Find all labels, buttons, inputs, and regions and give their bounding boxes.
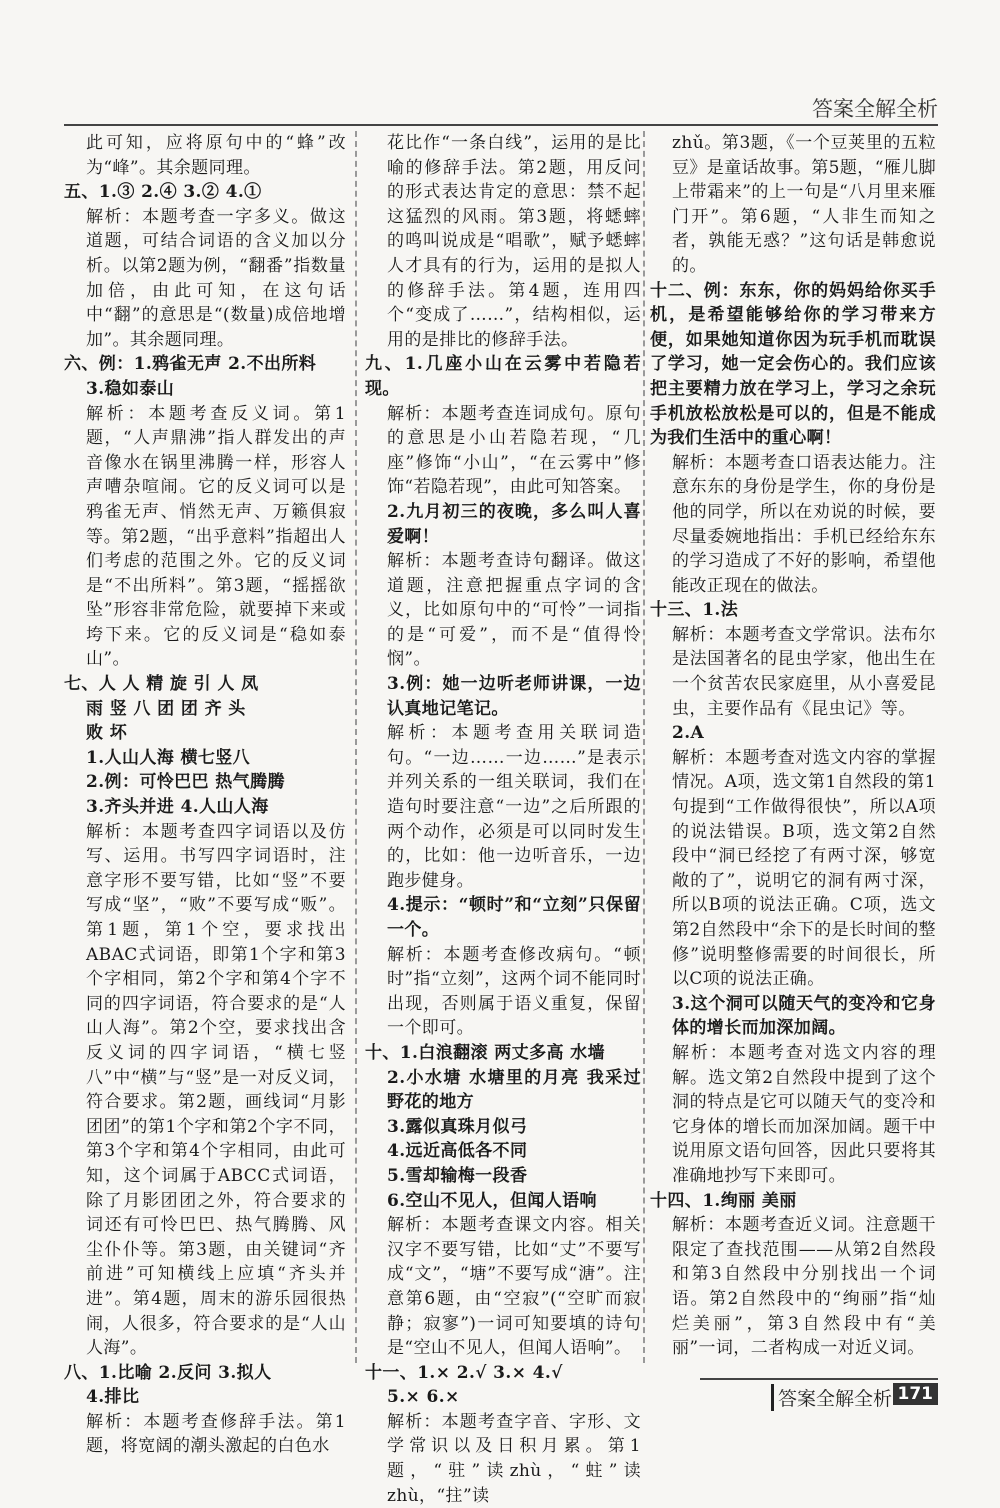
explanation-paragraph: 解析：本题考查四字词语以及仿写、运用。书写四字词语时，注意字形不要写错，比如“竖”不要写成“坚”，“败”不要写成“贩”。第1题，第1个空，要求找出ABAC式词语，即第1个字和第3个字相同，第2个字和第4个字不同的四字词语，符合要求的是“人山人海”。第2个空，要求找出含反义词的四字词语，“横七竖八”中“横”与“竖”是一对反义词，符合要求。第2题，画线词“月影团团”的第1个字和第2个字不同，第3个字和第4个字相同，由此可知，这个词属于ABCC式词语，除了月影团团之外，符合要求的词还有可怜巴巴、热气腾腾、风尘仆仆等。第3题，由关键词“齐前进”可知横线上应填“齐头并进”。第4题，周末的游乐园很热闹，人很多，符合要求的是“人山人海”。: [86, 821, 346, 1359]
answer-column-2: [365, 131, 641, 1508]
explanation-paragraph: zhǔ。第3题，《一个豆荚里的五粒豆》是童话故事。第5题，“雁儿脚上带霜来”的上一句是“八月里来雁门开”。第6题，“人非生而知之者，孰能无惑？”这句话是韩愈说的。: [672, 133, 936, 276]
answer-item: 五、1.③ 2.④ 3.② 4.①: [64, 182, 262, 203]
explanation-paragraph: 解析：本题考查连词成句。原句的意思是小山若隐若现，“几座”修饰“小山”，“在云雾中”修饰“若隐若现”，由此可知答案。: [387, 403, 641, 498]
answer-item: 3.齐头并进 4.人山人海: [86, 797, 269, 818]
answer-item: 七、人 人 精 旋 引 人 凤: [64, 674, 259, 695]
answer-item: 3.例：她一边听老师讲课，一边认真地记笔记。: [387, 674, 641, 719]
answer-item: 十三、1.法: [650, 600, 739, 621]
column-divider: [355, 131, 357, 1363]
answer-item: 六、例：1.鸦雀无声 2.不出所料: [64, 354, 317, 375]
explanation-paragraph: 解析：本题考查近义词。注意题干限定了查找范围——从第2自然段和第3自然段中分别找出一个词语。第2自然段中的“绚丽”指“灿烂美丽”，第3自然段中有“美丽”一词，二者构成一对近义词。: [672, 1215, 936, 1359]
answer-item: 2.例：可怜巴巴 热气腾腾: [86, 772, 285, 793]
answer-item: 4.远近高低各不同: [387, 1141, 528, 1162]
explanation-paragraph: 解析：本题考查文学常识。法布尔是法国著名的昆虫学家，他出生在一个贫苦农民家庭里，从小喜爱昆虫，主要作品有《昆虫记》等。: [672, 624, 936, 719]
answer-item: 6.空山不见人，但闻人语响: [387, 1190, 597, 1211]
answer-item: 2.九月初三的夜晚，多么叫人喜爱啊！: [387, 501, 641, 547]
answer-item: 十一、1.× 2.√ 3.× 4.√: [365, 1362, 563, 1383]
explanation-paragraph: 花比作“一条白线”，运用的是比喻的修辞手法。第2题，用反问的形式表达肯定的意思：禁不起这猛烈的风雨。第3题，将蟋蟀的鸣叫说成是“唱歌”，赋予蟋蟀人才具有的行为，运用的是拟人的修辞手法。第4题，连用四个“变成了……”，结构相似，运用的是排比的修辞手法。: [387, 133, 641, 350]
answer-item: 十四、1.绚丽 美丽: [650, 1190, 797, 1211]
answer-item: 4.提示：“顿时”和“立刻”只保留一个。: [387, 895, 641, 940]
answer-item: 2.小水塘 水塘里的月亮 我采过野花的地方: [387, 1067, 641, 1113]
explanation-paragraph: 解析：本题考查用关联词造句。“一边……一边……”是表示并列关系的一组关联词，我们在造句时要注意“一边”之后所跟的两个动作，必须是可以同时发生的，比如：他一边听音乐，一边跑步健身。: [387, 723, 641, 891]
answer-item: 5.× 6.×: [387, 1387, 460, 1408]
answer-item: 十、1.白浪翻滚 两丈多高 水墙: [365, 1042, 605, 1063]
page-number: 171: [893, 1383, 939, 1405]
header-title: 答案全解全析: [812, 97, 938, 121]
footer-rule: [700, 1378, 938, 1380]
column-divider: [643, 131, 645, 1363]
explanation-paragraph: 解析：本题考查对选文内容的理解。选文第2自然段中提到了这个洞的特点是它可以随天气的变冷和它身体的增长而加深加阔。题干中说用原文语句回答，因此只要将其准确地抄写下来即可。: [672, 1042, 936, 1186]
explanation-paragraph: 解析：本题考查字音、字形、文学常识以及日积月累。第1题，“驻”读zhù，“蛀”读zhù，“拄”读: [387, 1411, 641, 1506]
answer-item: 4.排比: [86, 1387, 140, 1408]
answer-item: 3.露似真珠月似弓: [387, 1116, 528, 1137]
explanation-paragraph: 解析：本题考查修改病句。“顿时”指“立刻”，这两个词不能同时出现，否则属于语义重复，保留一个即可。: [387, 944, 641, 1039]
explanation-paragraph: 解析：本题考查反义词。第1题，“人声鼎沸”指人群发出的声音像水在锅里沸腾一样，形容人声嘈杂喧闹。它的反义词可以是鸦雀无声、悄然无声、万籁俱寂等。第2题，“出乎意料”指超出人们考虑的范围之外。它的反义词是“不出所料”。第3题，“摇摇欲坠”形容非常危险，就要掉下来或垮下来。它的反义词是“稳如泰山”。: [86, 403, 346, 670]
answer-item: 1.人山人海 横七竖八: [86, 747, 251, 768]
answer-item: 十二、例：东东，你的妈妈给你买手机，是希望能够给你的学习带来方便，如果她知道你因为玩手机而耽误了学习，她一定会伤心的。我们应该把主要精力放在学习上，学习之余玩手机放松放松是可以的，但是不能成为我们生活中的重心啊！: [650, 280, 936, 449]
answer-item: 败 坏: [86, 723, 128, 744]
explanation-paragraph: 解析：本题考查对选文内容的掌握情况。A项，选文第1自然段的第1句提到“工作做得很快”，所以A项的说法错误。B项，选文第2自然段中“洞已经挖了有两寸深，够宽敞的了”，说明它的洞有两寸深，所以B项的说法正确。C项，选文第2自然段中“余下的是长时间的整修”说明整修需要的时间很长，所以C项的说法正确。: [672, 747, 936, 990]
answer-item: 雨 竖 八 团 团 齐 头: [86, 698, 246, 719]
footer-title: 答案全解全析: [771, 1384, 892, 1411]
explanation-paragraph: 解析：本题考查一字多义。做这道题，可结合词语的含义加以分析。以第2题为例，“翻番”指数量加倍，由此可知，在这句话中“翻”的意思是“(数量)成倍地增加”。其余题同理。: [86, 206, 346, 350]
answer-item: 九、1.几座小山在云雾中若隐若现。: [365, 354, 641, 399]
answer-column-3: [650, 131, 936, 1361]
explanation-paragraph: 此可知，应将原句中的“蜂”改为“峰”。其余题同理。: [86, 133, 346, 178]
answer-item: 3.稳如泰山: [86, 378, 175, 399]
answer-column-1: [64, 131, 346, 1459]
explanation-paragraph: 解析：本题考查修辞手法。第1题，将宽阔的潮头激起的白色水: [86, 1411, 346, 1457]
explanation-paragraph: 解析：本题考查诗句翻译。做这道题，注意把握重点字词的含义，比如原句中的“可怜”一词指的是“可爱”，而不是“值得怜悯”。: [387, 551, 641, 670]
explanation-paragraph: 解析：本题考查口语表达能力。注意东东的身份是学生，你的身份是他的同学，所以在劝说的时候，要尽量委婉地指出：手机已经给东东的学习造成了不好的影响，希望他能改正现在的做法。: [672, 452, 936, 596]
explanation-paragraph: 解析：本题考查课文内容。相关汉字不要写错，比如“丈”不要写成“文”，“塘”不要写成“溏”。注意第6题，由“空寂”(“空旷而寂静；寂寥”)一词可知要填的诗句是“空山不见人，但闻人语响”。: [387, 1215, 641, 1359]
answer-item: 八、1.比喻 2.反问 3.拟人: [64, 1362, 272, 1383]
answer-item: 5.雪却输梅一段香: [387, 1165, 528, 1186]
answer-item: 3.这个洞可以随天气的变冷和它身体的增长而加深加阔。: [672, 993, 936, 1039]
answer-item: 2.A: [672, 723, 705, 744]
header-rule: [64, 124, 938, 126]
